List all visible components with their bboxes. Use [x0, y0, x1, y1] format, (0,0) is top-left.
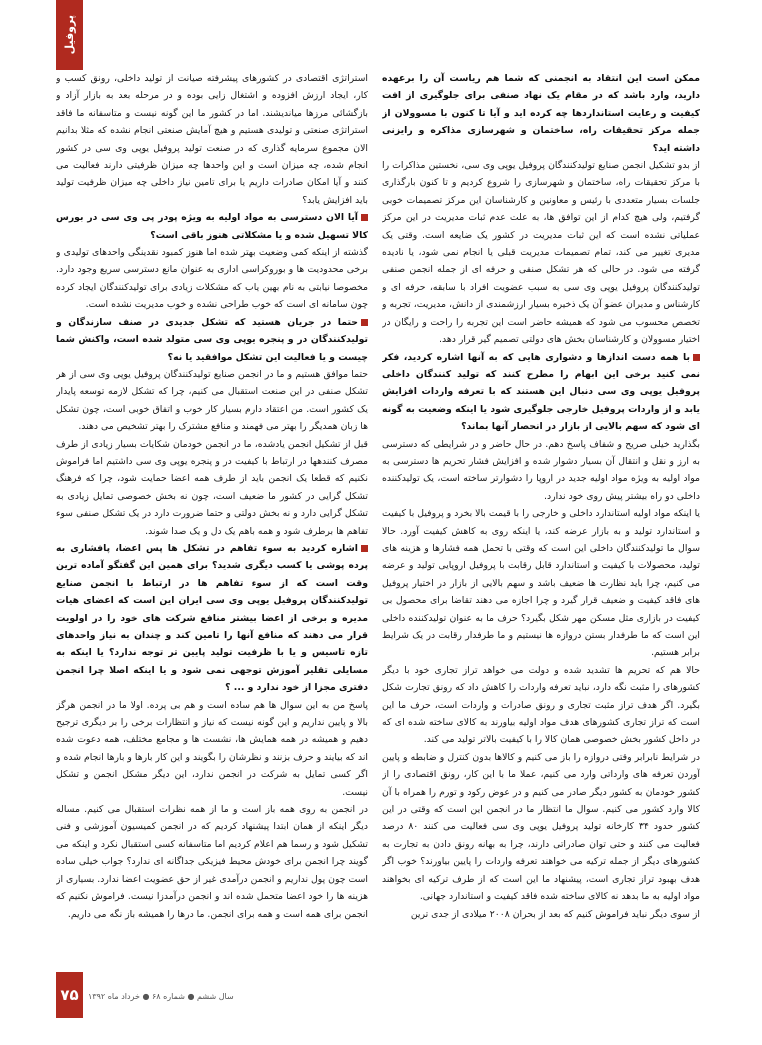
paragraph-text: قبل از تشکیل انجمن یادشده، ما در انجمن خودمان شکایات بسیار زیادی از طرف مصرف کنندهها در ارتباط با کیفیت در و پنجره یوپی وی سی داشتیم اما فراموش نکنیم که قطعا یک انجمن باید از طرف همه اعضا حمایت شود، چرا که فرهنگ تشکل گرایی در کشور ما ضعیف است، چون نه بخش خصوصی تمایل زیادی به تشکل گرایی دارد و نه بخش دولتی و حتما ضرورت دارد در یک تشکل صنفی سوء تفاهم ها برطرف شود و همه باهم یک دل و یک صدا شوند.: [56, 438, 368, 537]
article-column-right: [382, 70, 700, 970]
paragraph-text: از بدو تشکیل انجمن صنایع تولیدکنندگان پروفیل یوپی وی سی، نخستین مذاکرات را با مرکز تحقیقات راه، ساختمان و شهرسازی را شروع کردیم و تا کنون بارگذاری جلسات بسیار متعددی با رئیس و معاونین و کارشناسان این مرکز تصمیمات خوبی گرفتیم، ولی هیچ کدام از این توافق ها، به علت عدم ثبات مدیریت در این مرکز عملیاتی نشده است که این ثبات مدیریت در کشور یک ضایعه است. وقتی یک مدیری تغییر می کند، تمام تصمیمات مدیریت قبلی یا انجام نمی شود، یا نادیده گرفته می شود. در حالی که هر تشکل صنفی و حرفه ای از جمله انجمن صنفی تولیدکنندگان پروفیل یوپی وی سی به سبب عضویت افراد با سابقه، حرفه ای و کارشناس و مدیران عضو آن یک ذخیره بسیار ارزشمندی از دانش، مدیریت، تجربه و تخصص محسوب می شود که همیشه حاضر است این تجربه را راحت و رایگان در اختیار مسوولان و کارشناسان بخش های دولتی تصمیم گیر قرار دهد.: [382, 160, 700, 346]
paragraph-text: با همه دست اندازها و دشواری هایی که به آنها اشاره کردید، فکر نمی کنید برخی این ابهام را مطرح کنند که تولید کنندگان داخلی پروفیل یوپی وی سی دنبال این هستند که با تعرفه واردات افزایش یابد و از واردات پروفیل خارجی جلوگیری شود یا اینکه وضعیت به گونه ای شود که سهم بالایی از بازار در انحصار آنها بماند؟: [382, 351, 700, 433]
body-paragraph: [56, 366, 368, 436]
paragraph-text: در شرایط نابرابر وقتی دروازه را باز می کنیم و کالاها بدون کنترل و ضابطه و پایین آوردن تعرفه های وارداتی وارد می کنیم، عملا ما با این کار، رونق اقتصادی را از کشور خودمان به کشور دیگر صادر می کنیم و در عوض رکود و تورم را همراه با آن کالا وارد کشور می کنیم. سوال ما انتظار ما در انجمن این است که وقتی در این کشور حدود ۳۴ کارخانه تولید پروفیل یوپی وی سی فعالیت می کنند ۸۰ درصد فعالیت می کنند و حتی توان صادراتی دارند، چرا به بهانه رونق دادن به تجارت به کشورهای دیگر از جمله ترکیه می خواهند تعرفه واردات را پایین بیاورند؟ خوب اگر هدف بهبود تراز تجاری است، پیشنهاد ما این است که از طرف ترکیه ای بخواهند مواد اولیه به ما بدهد نه کالای ساخته شده فاقد کیفیت و استاندارد جهانی.: [382, 751, 700, 903]
body-paragraph: [56, 70, 368, 209]
body-paragraph: [382, 906, 700, 923]
body-paragraph: [56, 244, 368, 314]
body-paragraph: [382, 749, 700, 906]
section-tab: [56, 0, 83, 70]
paragraph-text: ممکن است این انتقاد به انجمنی که شما هم ریاست آن را برعهده دارید، وارد باشد که در مقام یک نهاد صنفی برای جلوگیری از افت کیفیت و رعایت استانداردها چه کرده اید و آیا تا کنون با مسوولان از جمله مرکز تحقیقات راه، ساختمان و شهرسازی مذاکره و رایزنی داشته اید؟: [382, 73, 700, 154]
page-number: ۷۵: [56, 972, 83, 1018]
paragraph-text: در انجمن به روی همه باز است و ما از همه نظرات استقبال می کنیم. مساله دیگر اینکه از همان ابتدا پیشنهاد کردیم که در انجمن کمیسیون آموزشی و فنی تشکیل شود و رسما هم اعلام کردیم اما متاسفانه کسی استقبال نکرد و اینکه می گویند چرا انجمن برای خودش محیط فیزیکی جداگانه ای ندارد؟ جواب خیلی ساده است چون پول نداریم و انجمن درآمدی غیر از حق عضویت اعضا ندارد. بسیاری از هزینه ها را خود اعضا متحمل شده اند و انجمن درآمدزا نیست. فراموش نکنیم که انجمن برای همه است و همه برای انجمن. ما درها را همیشه باز نگه می داریم.: [56, 804, 368, 920]
article-column-left: [56, 70, 368, 970]
interview-question: [56, 314, 368, 366]
paragraph-text: استراتژی اقتصادی در کشورهای پیشرفته صیانت از تولید داخلی، رونق کسب و کار، ایجاد ارزش افزوده و اشتغال زایی بوده و در مرحله بعد به بازار آزاد و بازگشائی مرزها میاندیشند. اما در کشور ما این گونه نیست و متاسفانه ما فاقد استراتژی صنعتی و تولیدی هستیم و هیچ آمایش صنعتی انجام نشده که مثلا بدانیم الان مجموع سرمایه گذاری که در صنعت تولید پروفیل یوپی وی سی در کشور انجام شده، چه میزان است و این واحدها چه میزان ظرفیتی دارند فعالیت می کنند و آیا امکان صادرات داریم یا برای تامین نیاز داخلی چه میزان ظرفیت تولید باید افزایش یابد؟: [56, 73, 368, 206]
paragraph-text: حتما در جریان هستید که تشکل جدیدی در صنف سازندگان و تولیدکنندگان در و پنجره یوپی وی سی متولد شده است، واکنش شما چیست و یا فعالیت این تشکل موافقید یا نه؟: [56, 316, 368, 363]
interview-question: [56, 209, 368, 244]
body-paragraph: [56, 697, 368, 801]
section-tab-label: پروفیل: [63, 15, 76, 55]
interview-question: [56, 540, 368, 697]
question-marker-icon: [361, 214, 368, 221]
issue-info: سال ششم ● شماره ۶۸ ● خرداد ماه ۱۳۹۲: [88, 992, 234, 1001]
body-paragraph: [382, 662, 700, 749]
question-marker-icon: [361, 319, 368, 326]
body-paragraph: [56, 436, 368, 540]
paragraph-text: پاسخ من به این سوال ها هم ساده است و هم بی پرده. اولا ما در انجمن هرگز بالا و پایین نداریم و این گونه نیست که نیاز و انتظارات برخی را بر دیگری ترجیح دهیم و همیشه در همه همایش ها، نشست ها و مجامع مختلف، همه دعوت شده اند که بیایند و حرف بزنند و نظرشان را بگویند و این کار بارها و بارها انجام شده و اگر کسی تمایل به شرکت در انجمن ندارد، این دیگر مشکل انجمن و تشکل نیست.: [56, 699, 368, 798]
paragraph-text: بگذارید خیلی صریح و شفاف پاسخ دهم. در حال حاضر و در شرایطی که دسترسی به ارز و نقل و انتقال آن بسیار دشوار شده و افزایش فشار تحریم ها دسترسی به مواد اولیه به ویژه مواد اولیه جدید در اروپا را دشوارتر ساخته است، یک تولیدکننده داخلی دو راه بیشتر پیش روی خود ندارد.: [382, 438, 700, 502]
paragraph-text: گذشته از اینکه کمی وضعیت بهتر شده اما هنوز کمبود نقدینگی واحدهای تولیدی و برخی محدودیت ها و بوروکراسی اداری به عنوان مانع دسترسی سریع وجود دارد. مخصوصا نیابتی به نام بهین یاب که مشکلات زیادی برای تولیدکنندگان ایجاد کرده چون سامانه ای است که خوب طراحی نشده و خوب مدیریت نشده است.: [56, 247, 368, 311]
question-marker-icon: [361, 545, 368, 552]
paragraph-text: حالا هم که تحریم ها تشدید شده و دولت می خواهد تراز تجاری خود با دیگر کشورهای را مثبت نگه دارد، نباید تعرفه واردات را کاهش داد که رونق تجارت شکل بگیرد. اگر هدف تراز مثبت تجاری و رونق صادرات و واردات است، حرف ما این است که تراز تجاری کشورهای هدف مواد اولیه بیاورند به کالای ساخته شده ای که در داخل کشور بخش خصوصی همان کالا را با کیفیت بالاتر تولید می کند.: [382, 664, 700, 746]
body-paragraph: [56, 801, 368, 923]
paragraph-text: یا اینکه مواد اولیه استاندارد داخلی و خارجی را با قیمت بالا بخرد و پروفیل با کیفیت و استاندارد تولید و به بازار عرضه کند، یا اینکه روی به کاهش کیفیت آورد. حالا سوال ما تولیدکنندگان داخلی این است که وقتی با تحمل همه فشارها و هزینه های تولید، محصولات با کیفیت و استاندارد قابل رقابت با پروفیل اروپایی تولید و عرضه می کنیم، چرا باید نظارت ها ضعیف باشد و سهم بالایی از بازار در اختیار پروفیل های فاقد کیفیت و ضعیف قرار گیرد و چرا اجازه می دهند تقاضا برای محصول بی کیفیت در بازاری مثل مسکن مهر شکل بگیرد؟ حرف ما به عنوان تولیدکننده داخلی این است که ما طرفدار بستن دروازه ها نیستیم و ما طرفدار رقابت در یک شرایط برابر هستیم.: [382, 508, 700, 659]
body-paragraph: [382, 505, 700, 662]
interview-question: [382, 70, 700, 157]
question-marker-icon: [693, 354, 700, 361]
paragraph-text: اشاره کردید به سوء تفاهم در تشکل ها پس اعضا، پافشاری به پرده پوشی یا کسب دیگری شدید؟ برای همین این گفتگو آماده ترین وقت است که از سوء تفاهم ها در ارتباط با انجمن صنایع تولیدکنندگان پروفیل یوپی وی سی ایران این است که اعضای هیات مدیره و برخی از اعضا بیشتر منافع شرکت های خود را در اولویت قرار می دهند که منافع آنها را تامین کند و چندان به نیاز واحدهای تازه تاسیس و یا با ظرفیت تولید پایین تر توجه ندارد؟ یا اینکه به مسایلی تقلیر آموزش توجهی نمی شود و یا اینکه اصلا چرا انجمن دفتری مجزا از خود ندارد و ... ؟: [56, 542, 368, 694]
interview-question: [382, 349, 700, 436]
paragraph-text: از سوی دیگر نباید فراموش کنیم که بعد از بحران ۲۰۰۸ میلادی از جدی ترین: [410, 908, 700, 920]
paragraph-text: آیا الان دسترسی به مواد اولیه به ویژه پودر پی وی سی در بورس کالا تسهیل شده و یا مشکلاتی هنوز باقی است؟: [56, 212, 368, 241]
paragraph-text: حتما موافق هستیم و ما در انجمن صنایع تولیدکنندگان پروفیل یوپی وی سی از هر تشکل صنفی در این صنعت استقبال می کنیم، چرا که تشکل لازمه توسعه پایدار یک کشور است. من اعتقاد دارم بسیار کار خوب و اتفاق خوبی است، چون تشکل ها زبان همدیگر را بهتر می فهمند و منافع مشترک را بهتر تشخیص می دهند.: [56, 368, 368, 433]
body-paragraph: [382, 157, 700, 348]
body-paragraph: [382, 436, 700, 506]
